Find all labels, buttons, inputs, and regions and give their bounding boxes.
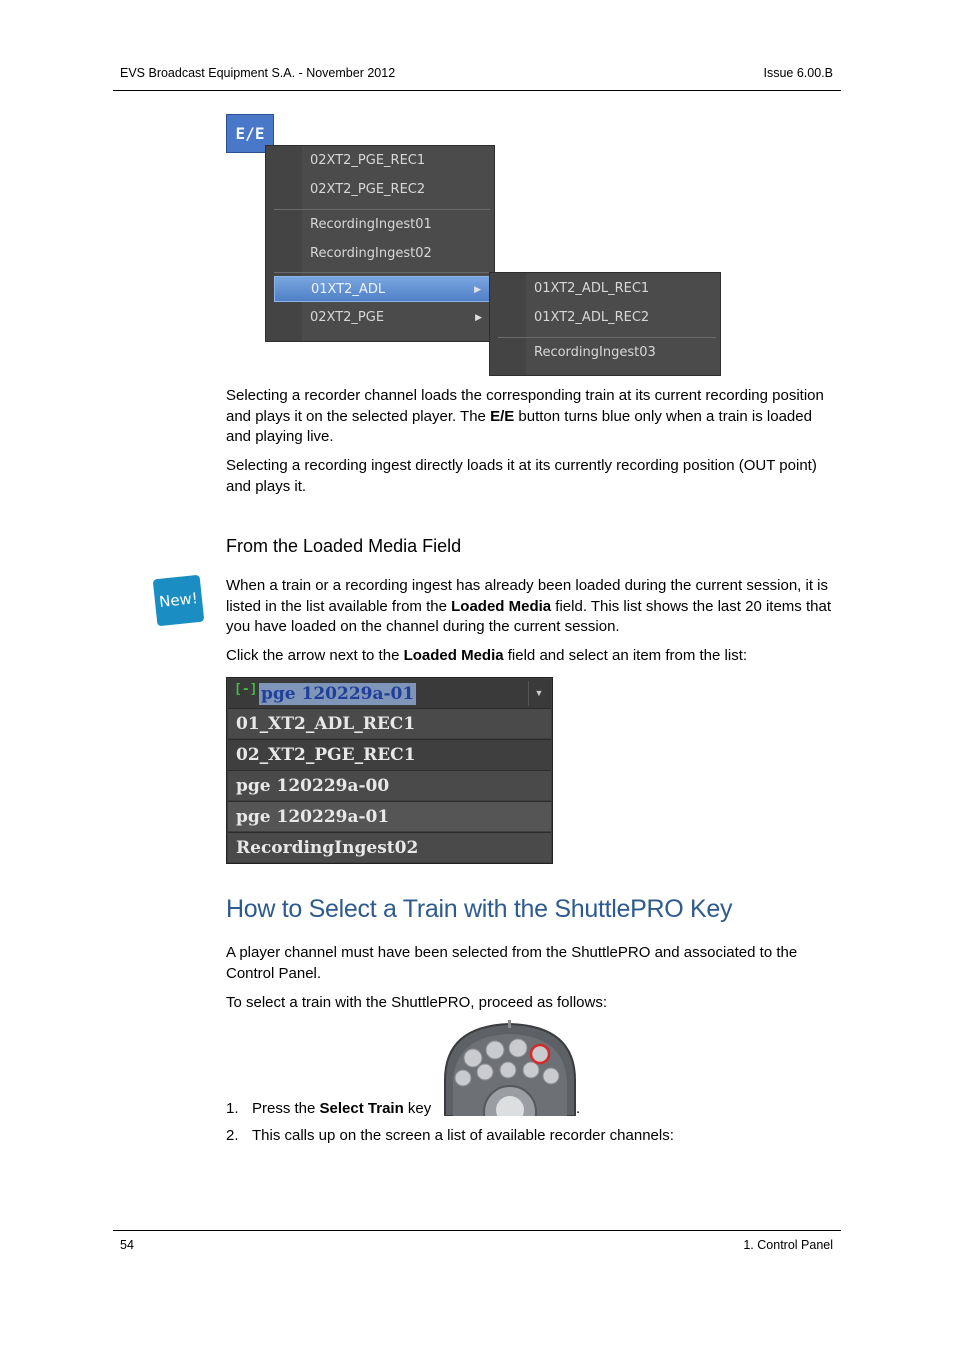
- menu-item[interactable]: RecordingIngest01: [310, 217, 432, 232]
- menu-item[interactable]: 02XT2_PGE_REC1: [310, 153, 426, 168]
- recorder-menu: [265, 145, 495, 342]
- paragraph: To select a train with the ShuttlePRO, proceed as follows:: [226, 994, 608, 1011]
- dropdown-item[interactable]: 02_XT2_PGE_REC1: [228, 739, 551, 769]
- header-left: EVS Broadcast Equipment S.A. - November 2012: [120, 66, 396, 80]
- dropdown-item[interactable]: RecordingIngest02: [228, 832, 551, 862]
- menu-item-submenu[interactable]: [274, 276, 490, 302]
- menu-item-label: 02XT2_PGE: [310, 310, 385, 325]
- loaded-media-value: pge 120229a-01: [261, 684, 415, 704]
- menu-item-submenu[interactable]: [274, 305, 490, 331]
- menu-item-label: 01XT2_ADL: [311, 282, 386, 297]
- footer-rule: [113, 1230, 841, 1231]
- menu-item[interactable]: 02XT2_PGE_REC2: [310, 182, 426, 197]
- ee-button[interactable]: E/E: [226, 114, 274, 153]
- dropdown-item[interactable]: pge 120229a-01: [228, 801, 551, 831]
- paragraph: Click the arrow next to the Loaded Media field and select an item from the list:: [226, 647, 748, 664]
- select-train-key-highlight: [531, 1045, 549, 1063]
- menu-separator: [498, 337, 716, 338]
- chevron-right-icon: ▶: [475, 313, 482, 323]
- footer-section: 1. Control Panel: [743, 1238, 833, 1252]
- menu-item[interactable]: RecordingIngest02: [310, 246, 432, 261]
- step-number: 2.: [226, 1127, 239, 1144]
- paragraph: A player channel must have been selected from the ShuttlePRO and associated to the Control Panel.: [226, 944, 798, 982]
- paragraph: Selecting a recorder channel loads the corresponding train at its current recording position and plays it on the selected player. The E/E button turns blue only when a train is loaded and playing live.: [226, 387, 824, 445]
- header-right: Issue 6.00.B: [763, 66, 833, 80]
- loaded-media-field[interactable]: [228, 679, 551, 708]
- shuttlepro-device-image: [443, 1020, 577, 1116]
- chevron-right-icon: ▶: [474, 285, 481, 295]
- dropdown-item[interactable]: 01_XT2_ADL_REC1: [228, 708, 551, 738]
- page-heading: How to Select a Train with the ShuttlePRO Key: [226, 895, 733, 923]
- step-text: This calls up on the screen a list of available recorder channels:: [252, 1127, 674, 1144]
- submenu-item[interactable]: RecordingIngest03: [534, 345, 656, 360]
- paragraph: Selecting a recording ingest directly loads it at its currently recording position (OUT point) and plays it.: [226, 457, 817, 495]
- recorder-submenu: [489, 272, 721, 376]
- page-number: 54: [120, 1238, 134, 1252]
- chevron-down-icon[interactable]: ▼: [528, 681, 549, 706]
- step-text-end: .: [576, 1100, 581, 1117]
- step-number: 1.: [226, 1100, 239, 1117]
- loaded-media-dropdown: [226, 677, 553, 864]
- section-heading: From the Loaded Media Field: [226, 536, 462, 556]
- header-rule: [113, 90, 841, 91]
- dropdown-item[interactable]: pge 120229a-00: [228, 770, 551, 800]
- menu-separator: [274, 272, 490, 273]
- paragraph: When a train or a recording ingest has already been loaded during the current session, it is listed in the list available from the Loaded Media field. This list shows the last 20 items that you have loaded on the channel during the current session.: [226, 577, 831, 635]
- new-badge-icon: New!: [153, 575, 205, 627]
- loaded-status-icon: [-]: [234, 682, 258, 697]
- submenu-item[interactable]: 01XT2_ADL_REC1: [534, 281, 650, 296]
- step-text: Press the Select Train key: [252, 1100, 432, 1117]
- submenu-item[interactable]: 01XT2_ADL_REC2: [534, 310, 650, 325]
- menu-separator: [274, 209, 490, 210]
